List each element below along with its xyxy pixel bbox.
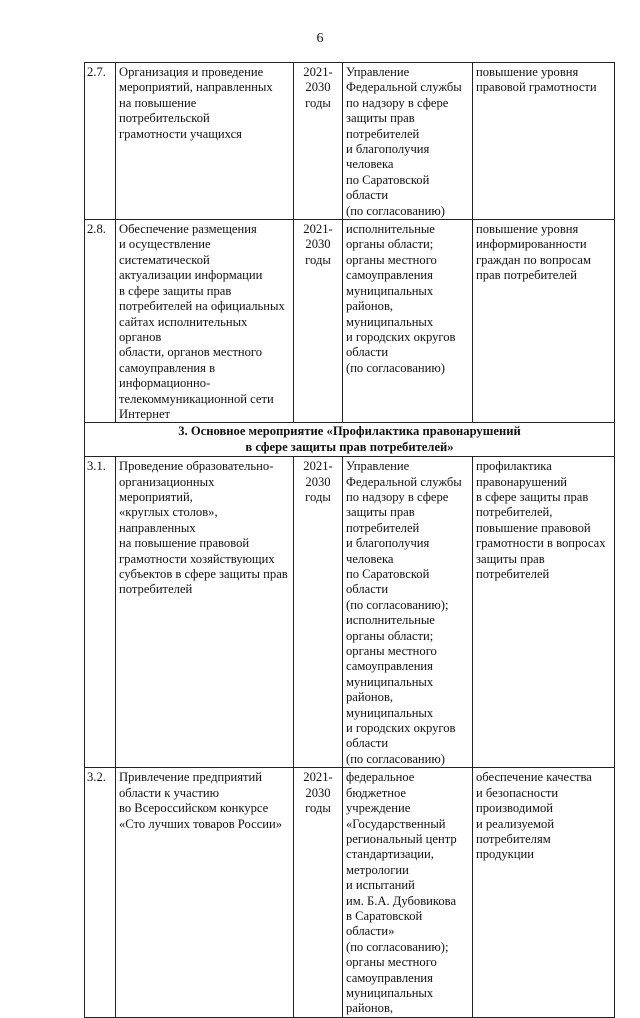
responsible-executors: Управление Федеральной службы по надзору в сфере защиты прав потребителей и благополучия человека по Саратовской области (по согласованию); исполнительные органы области; органы местного самоуправления муниципальных районов, муниципальных и городских округов области (по согласованию): [343, 457, 473, 768]
responsible-executors: Управление Федеральной службы по надзору в сфере защиты прав потребителей и благополучия человека по Саратовской области (по согласованию): [343, 63, 473, 220]
measure-description: Проведение образовательно- организационных мероприятий, «круглых столов», направленных на повышение правовой грамотности хозяйствующих субъектов в сфере защиты прав потребителей: [116, 457, 294, 768]
table-row: [85, 63, 615, 220]
implementation-years: 2021- 2030 годы: [294, 457, 343, 768]
row-number: 3.2.: [85, 768, 116, 1018]
measure-description: Обеспечение размещения и осуществление систематической актуализации информации в сфере защиты прав потребителей на официальных сайтах исполнительных органов области, органов местного самоуправления в информационно- телекоммуникационной сети Интернет: [116, 220, 294, 423]
table-row: [85, 220, 615, 423]
implementation-years: 2021- 2030 годы: [294, 220, 343, 423]
row-number: 3.1.: [85, 457, 116, 768]
row-number: 2.8.: [85, 220, 116, 423]
table-row: [85, 457, 615, 768]
section-title: 3. Основное мероприятие «Профилактика правонарушений в сфере защиты прав потребителей»: [85, 423, 615, 457]
responsible-executors: федеральное бюджетное учреждение «Государственный региональный центр стандартизации, метрологии и испытаний им. Б.А. Дубовикова в Саратовской области» (по согласованию); органы местного самоуправления муниципальных районов,: [343, 768, 473, 1018]
measure-description: Организация и проведение мероприятий, направленных на повышение потребительской грамотности учащихся: [116, 63, 294, 220]
row-number: 2.7.: [85, 63, 116, 220]
implementation-years: 2021- 2030 годы: [294, 768, 343, 1018]
expected-result: обеспечение качества и безопасности производимой и реализуемой потребителям продукции: [473, 768, 615, 1018]
expected-result: повышение уровня правовой грамотности: [473, 63, 615, 220]
table-row: [85, 768, 615, 1018]
responsible-executors: исполнительные органы области; органы местного самоуправления муниципальных районов, муниципальных и городских округов области (по согласованию): [343, 220, 473, 423]
page-number: 6: [316, 31, 324, 46]
implementation-years: 2021- 2030 годы: [294, 63, 343, 220]
expected-result: профилактика правонарушений в сфере защиты прав потребителей, повышение правовой грамотности в вопросах защиты прав потребителей: [473, 457, 615, 768]
measure-description: Привлечение предприятий области к участию во Всероссийском конкурсе «Сто лучших товаров России»: [116, 768, 294, 1018]
expected-result: повышение уровня информированности граждан по вопросам прав потребителей: [473, 220, 615, 423]
section-header-row: [85, 423, 615, 457]
measures-table: [84, 62, 615, 1018]
